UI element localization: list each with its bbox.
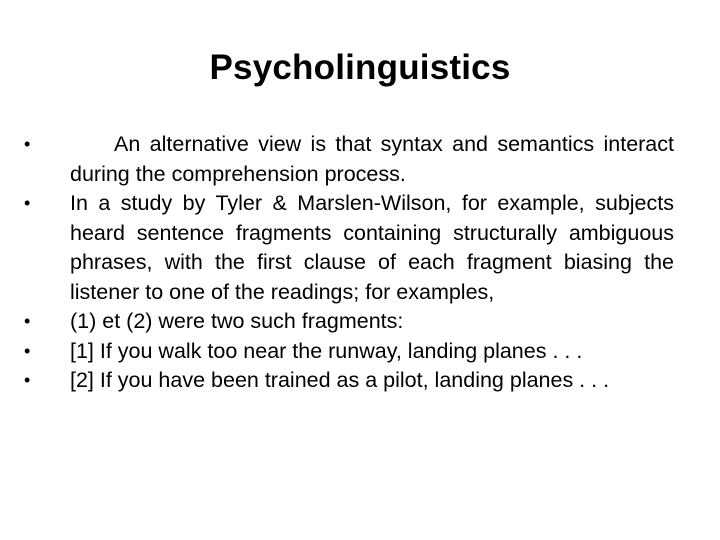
bullet-text: [2] If you have been trained as a pilot, landing planes . . . [70,368,610,392]
bullet-icon: • [24,340,31,361]
bullet-item [24,189,674,307]
bullet-item [24,130,674,189]
bullet-text: In a study by Tyler & Marslen-Wilson, for example, subjects heard sentence fragments containing structurally ambiguous phrases, with the first clause of each fragment biasing the listener to one of the readings; for examples, [70,191,674,304]
bullet-item [24,307,674,337]
bullet-item [24,337,674,367]
bullet-text: [1] If you walk too near the runway, landing planes . . . [70,338,583,363]
bullet-list [24,130,674,396]
bullet-icon: • [24,193,31,213]
bullet-icon: • [24,311,31,331]
slide-title: Psycholinguistics [209,48,511,87]
bullet-text: (1) et (2) were two such fragments: [70,309,404,333]
bullet-icon: • [24,134,31,154]
bullet-icon: • [24,370,31,390]
bullet-text: An alternative view is that syntax and semantics interact during the comprehension process. [70,132,674,186]
bullet-item [24,366,674,396]
